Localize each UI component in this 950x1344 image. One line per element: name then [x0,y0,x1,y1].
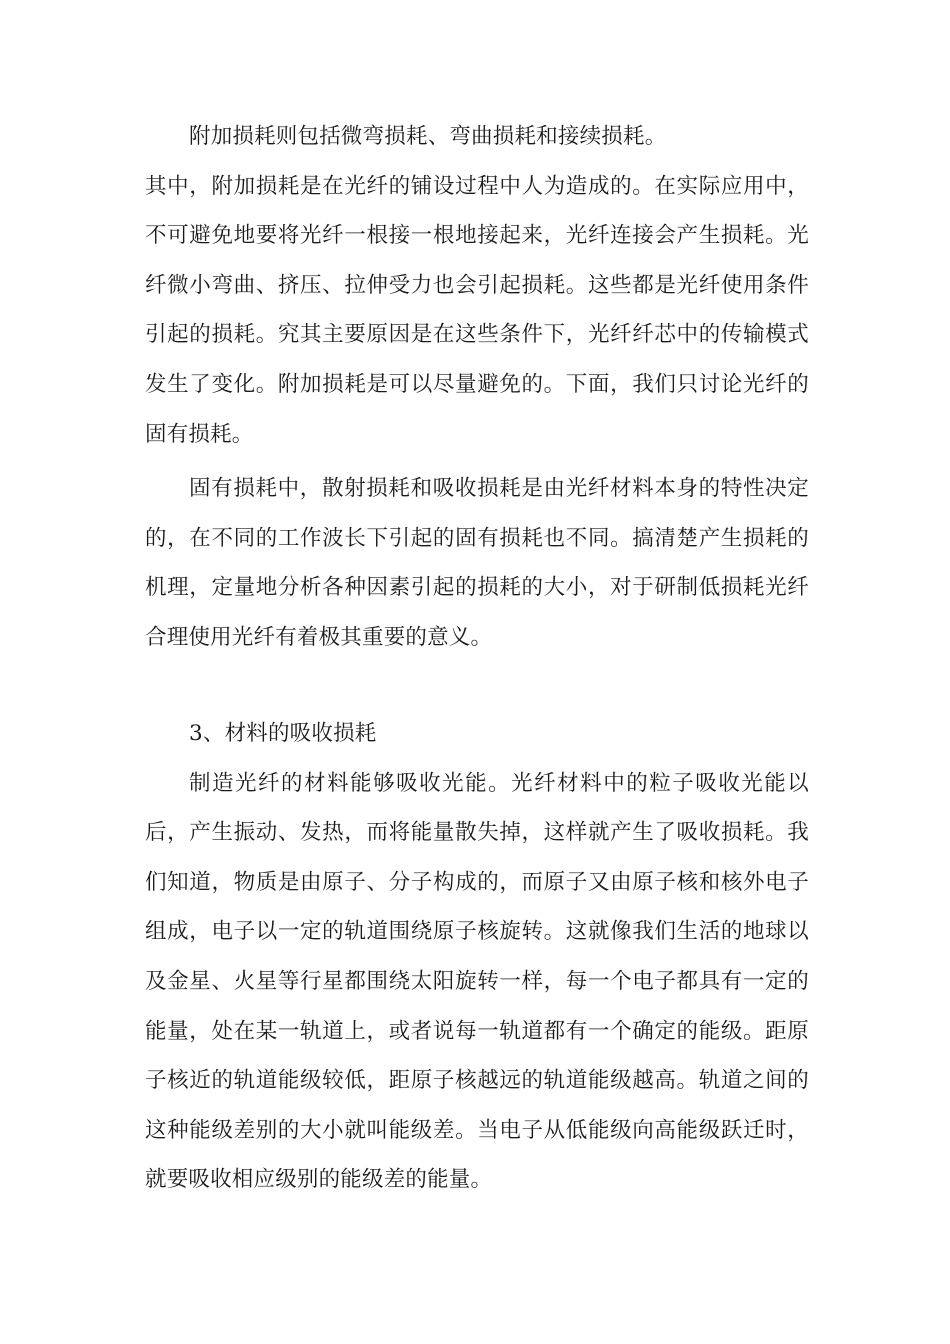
section-heading: 3、材料的吸收损耗 [189,721,377,746]
text-block-intrinsic [145,464,809,662]
paragraph-absorption-loss: 制造光纤的材料能够吸收光能。光纤材料中的粒子吸收光能以后，产生振动、发热，而将能量散失掉，这样就产生了吸收损耗。我们知道，物质是由原子、分子构成的，而原子又由原子核和核外电子组成，电子以一定的轨道围绕原子核旋转。这就像我们生活的地球以及金星、火星等行星都围绕太阳旋转一样，每一个电子都具有一定的能量，处在某一轨道上，或者说每一轨道都有一个确定的能级。距原子核近的轨道能级较低，距原子核越远的轨道能级越高。轨道之间的这种能级差别的大小就叫能级差。当电子从低能级向高能级跃迁时，就要吸收相应级别的能级差的能量。 [145,770,809,1193]
text-block-absorption [145,709,809,1205]
paragraph-additional-loss-detail: 其中，附加损耗是在光纤的铺设过程中人为造成的。在实际应用中，不可避免地要将光纤一根接一根地接起来，光纤连接会产生损耗。光纤微小弯曲、挤压、拉伸受力也会引起损耗。这些都是光纤使用条件引起的损耗。究其主要原因是在这些条件下，光纤纤芯中的传输模式发生了变化。附加损耗是可以尽量避免的。下面，我们只讨论光纤的固有损耗。 [145,173,809,447]
paragraph-additional-loss: 附加损耗则包括微弯损耗、弯曲损耗和接续损耗。 [189,124,667,149]
text-block-intro [145,112,809,459]
paragraph-intrinsic-loss: 固有损耗中，散射损耗和吸收损耗是由光纤材料本身的特性决定的，在不同的工作波长下引起的固有损耗也不同。搞清楚产生损耗的机理，定量地分析各种因素引起的损耗的大小，对于研制低损耗光纤合理使用光纤有着极其重要的意义。 [145,476,809,650]
